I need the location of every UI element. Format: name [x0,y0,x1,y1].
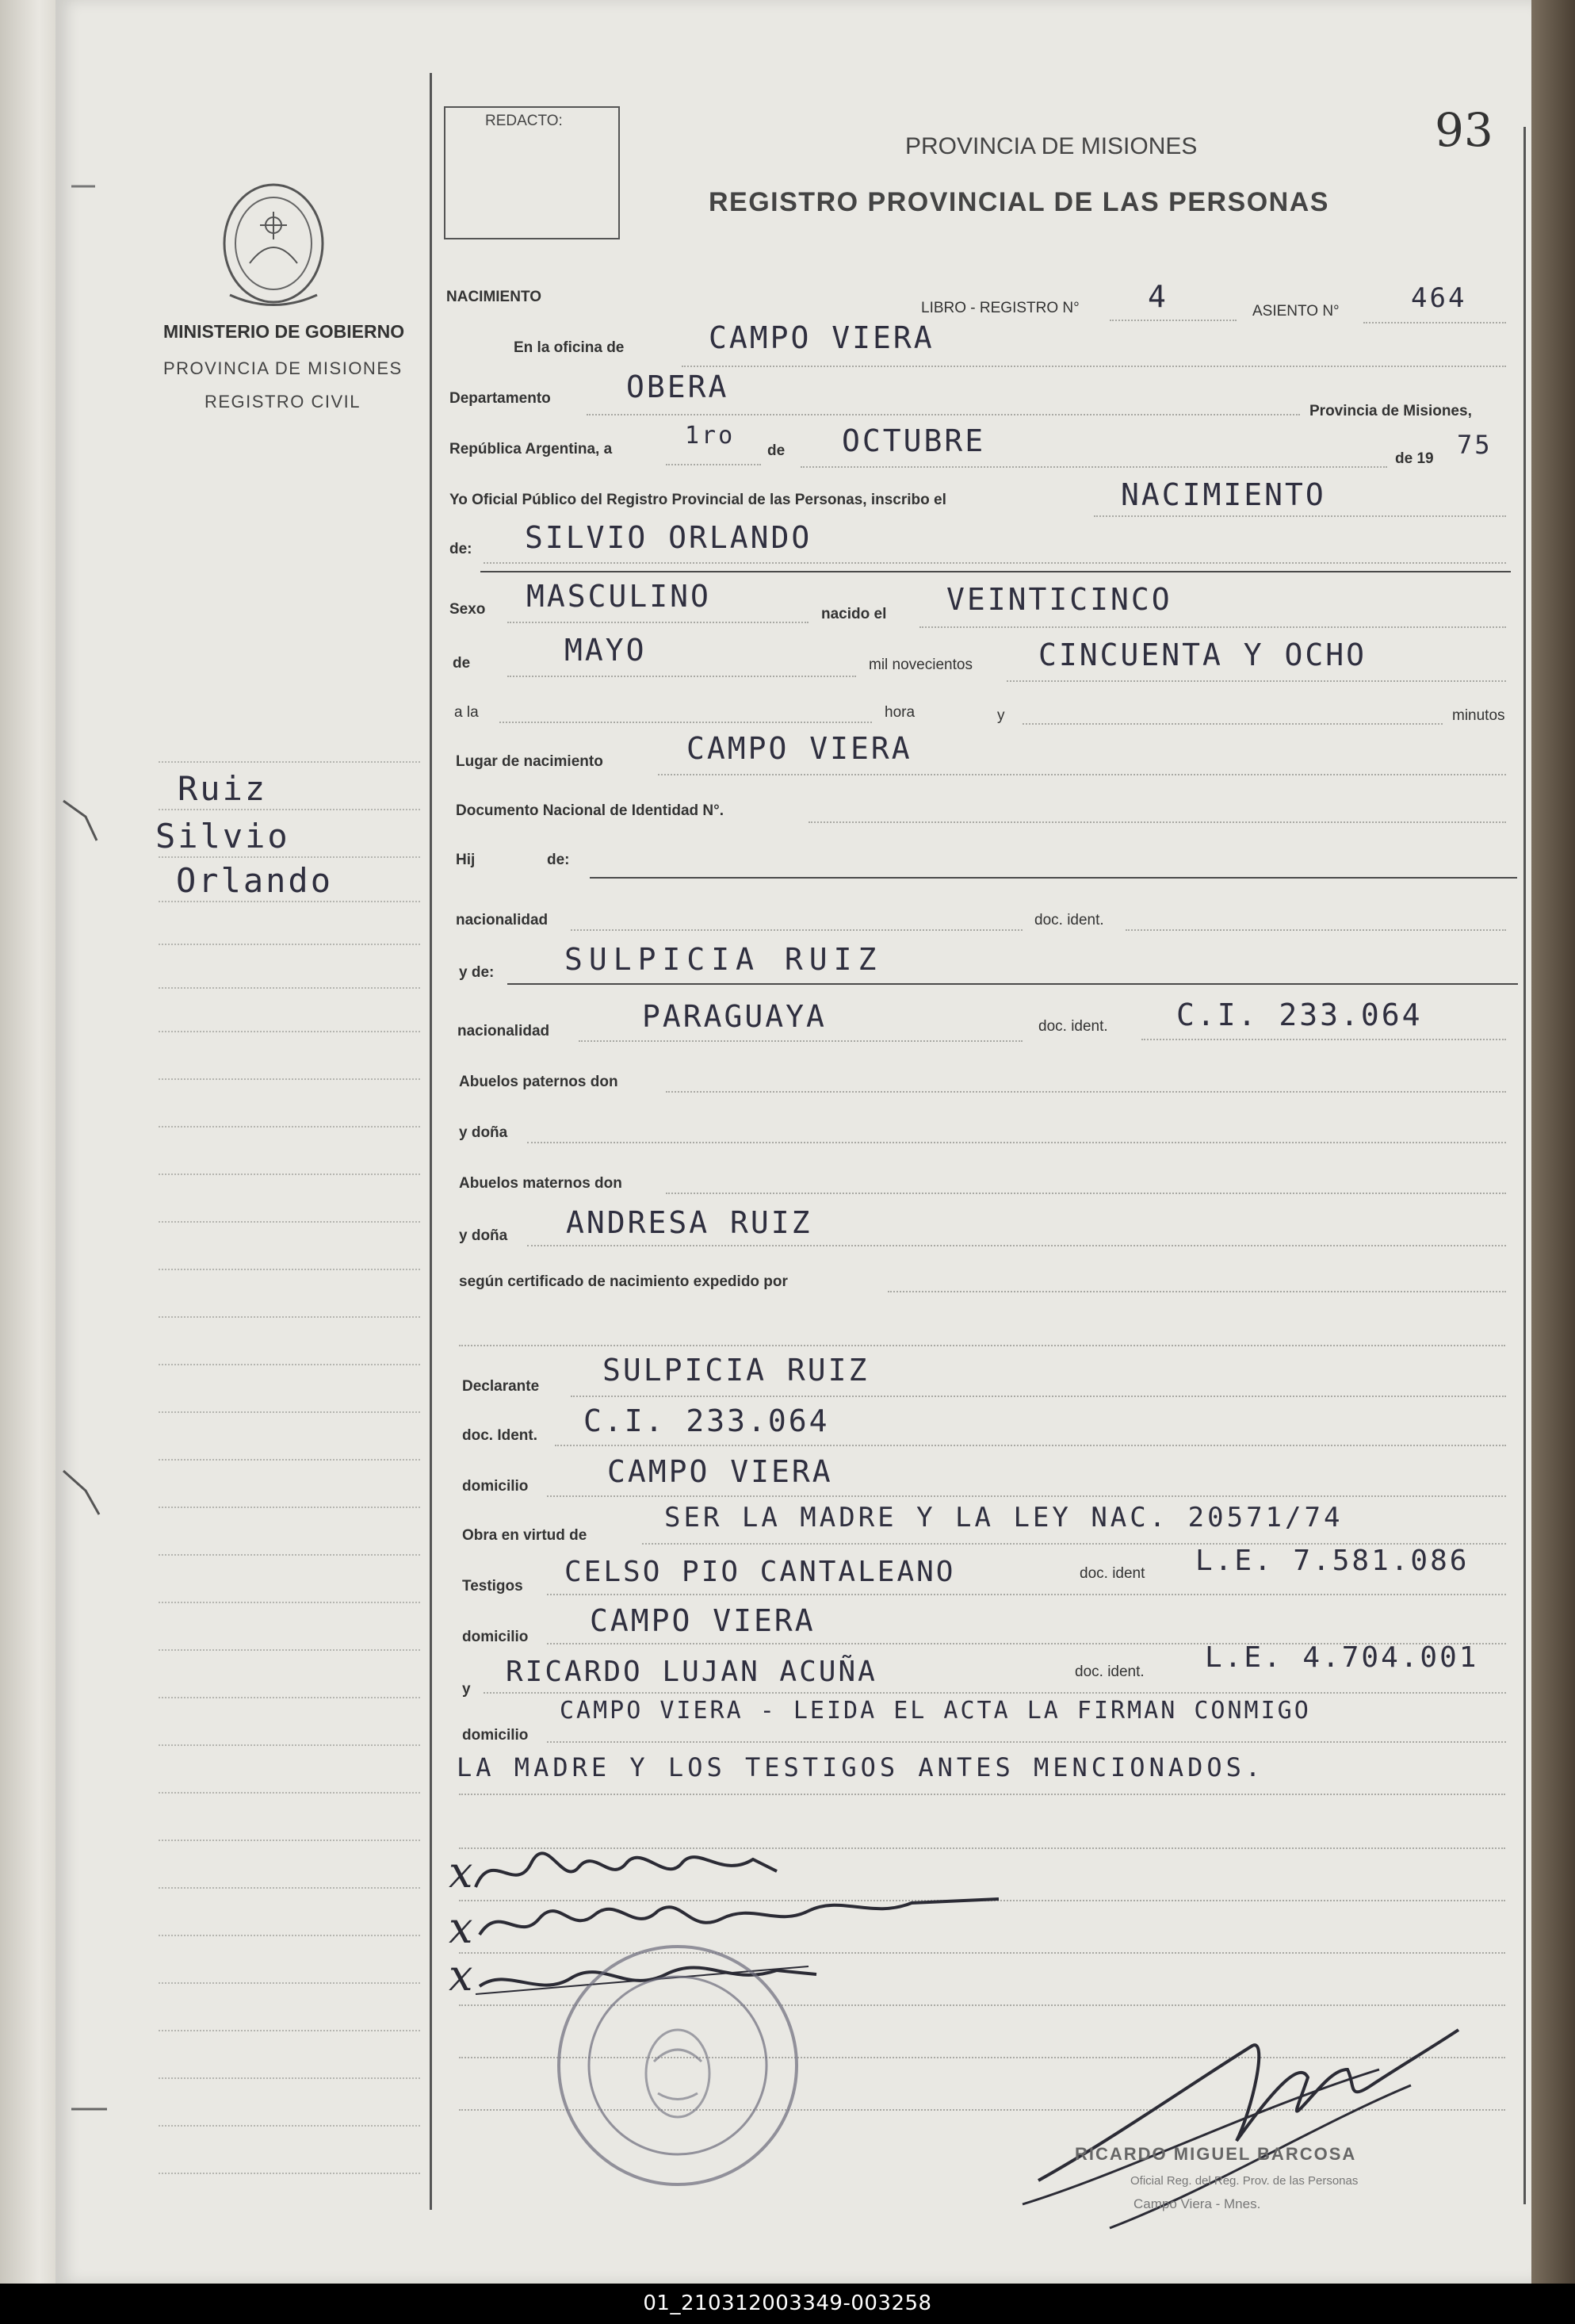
obra-value: SER LA MADRE Y LA LEY NAC. 20571/74 [664,1502,1344,1533]
mes-value: OCTUBRE [842,423,986,458]
blank-dots [459,1345,1505,1346]
sexo-label: Sexo [449,601,486,618]
ydona1-label: y doña [459,1124,508,1141]
frame-right-line [1523,127,1526,2204]
frame-left-line [430,73,432,2210]
de-label: de [767,442,786,459]
testigo2-doc-value: L.E. 4.704.001 [1205,1641,1479,1674]
sexo-dots [507,622,809,623]
dia-value: 1ro [685,422,736,450]
registry-stamp [547,1935,809,2196]
ministry-line1: MINISTERIO DE GOBIERNO [163,321,405,342]
margin-line [159,2173,420,2174]
domicilio1-dots [547,1495,1506,1497]
certificado-label: según certificado de nacimiento expedido por [459,1273,788,1290]
declarante-value: SULPICIA RUIZ [602,1353,870,1388]
doc2-value: C.I. 233.064 [1176,997,1423,1032]
cierre-dots [459,1794,1505,1795]
page-number: 93 [1435,103,1493,157]
sexo-value: MASCULINO [526,579,711,614]
file-id-footer: 01_210312003349-003258 [0,2284,1575,2324]
rule-3 [507,983,1518,985]
margin-note-surname: Ruiz [178,769,268,808]
abuelos-m-label: Abuelos maternos don [459,1175,622,1192]
margin-line [159,1364,420,1365]
lugar-dots [658,774,1506,775]
margin-line [159,1031,420,1032]
registry-title: REGISTRO PROVINCIAL DE LAS PERSONAS [709,187,1329,217]
ala-label: a la [454,704,479,721]
cierre-value: LA MADRE Y LOS TESTIGOS ANTES MENCIONADOS. [457,1752,1265,1782]
testigos-label: Testigos [462,1578,523,1595]
margin-line [159,1078,420,1080]
svg-text:x: x [449,1951,473,2000]
nacimiento-label: NACIMIENTO [446,289,541,305]
domicilio3-label: domicilio [462,1727,529,1744]
margin-line [159,856,420,858]
margin-line [159,1840,420,1841]
misiones-seal-icon [214,176,333,311]
certificado-dots [888,1291,1506,1292]
official-title: Oficial Reg. del Reg. Prov. de las Personas [1130,2174,1359,2188]
testigo1-doc-label: doc. ident [1080,1565,1145,1582]
oficial-dots [1094,515,1506,517]
domicilio3-dots [547,1741,1506,1743]
republica-label: República Argentina, a [449,441,613,458]
margin-line [159,1887,420,1889]
margin-line [159,2077,420,2079]
yde-label: y de: [459,964,495,981]
margin-line [159,1792,420,1794]
docident-label: doc. Ident. [462,1427,537,1444]
nacido-dots [919,626,1506,628]
libro-dots [1110,320,1237,321]
asiento-dots [1363,322,1506,324]
nacionalidad2-label: nacionalidad [457,1023,550,1039]
domicilio2-label: domicilio [462,1629,529,1645]
lugar-label: Lugar de nacimiento [456,753,603,770]
testigo1-dots [547,1594,1506,1595]
docident-dots [555,1445,1506,1446]
margin-line [159,987,420,989]
nombre-value: SILVIO ORLANDO [525,520,812,555]
y-label: y [997,707,1005,724]
doc1-label: doc. ident. [1034,912,1104,928]
margin-line [159,1221,420,1223]
book-cover-edge [1531,0,1575,2284]
minutos-dots [1023,723,1443,725]
y2-label: y [462,1681,471,1698]
anio-value: 75 [1457,430,1493,460]
testigo1-value: CELSO PIO CANTALEANO [564,1556,956,1588]
margin-line [159,2030,420,2031]
margin-note-middle: Orlando [176,861,334,900]
madre-value: SULPICIA RUIZ [564,942,883,977]
domicilio1-value: CAMPO VIERA [607,1454,833,1489]
margin-line [159,1269,420,1270]
ala-dots [499,722,872,723]
ministry-line3: REGISTRO CIVIL [205,392,361,412]
anio-nac-dots [1007,680,1506,682]
oficial-value: NACIMIENTO [1121,477,1326,512]
margin-line [159,1459,420,1461]
margin-line [159,761,420,763]
redacto-box [444,106,620,239]
domicilio1-label: domicilio [462,1478,529,1495]
libro-label: LIBRO - REGISTRO N° [921,300,1080,316]
nacido-value: VEINTICINCO [946,582,1172,617]
testigo1-doc-value: L.E. 7.581.086 [1195,1545,1470,1577]
lugar-value: CAMPO VIERA [686,731,912,766]
nombre-dots [484,562,1506,564]
svg-text:x: x [449,1847,473,1897]
anio-nac-value: CINCUENTA Y OCHO [1038,637,1367,672]
doc2-label: doc. ident. [1038,1018,1108,1035]
margin-line [159,1173,420,1175]
margin-line [159,901,420,902]
oficina-dots [682,366,1506,367]
oficina-label: En la oficina de [514,339,625,356]
nacionalidad1-label: nacionalidad [456,912,549,928]
oficial-label: Yo Oficial Público del Registro Provincial de las Personas, inscribo el [449,492,946,508]
doc1-dots [1126,929,1506,931]
ydona2-value: ANDRESA RUIZ [566,1205,812,1240]
departamento-value: OBERA [626,369,729,404]
abuelos-m-dots [666,1193,1506,1194]
margin-line [159,1554,420,1556]
margin-line [159,1602,420,1603]
binding-marks [48,0,111,2284]
testigo2-value: RICARDO LUJAN ACUÑA [506,1656,877,1688]
dia-dots [666,464,761,465]
declarante-label: Declarante [462,1378,540,1395]
hora-label: hora [885,704,916,721]
rule-2 [590,877,1517,879]
testigo2-dots [484,1692,1506,1694]
nacionalidad2-value: PARAGUAYA [642,999,827,1034]
margin-note-name: Silvio [155,817,290,856]
mil-label: mil novecientos [869,657,973,673]
provincia-label: Provincia de Misiones, [1309,403,1472,419]
de2-label: de: [449,541,472,557]
official-place: Campo Viera - Mnes. [1133,2196,1261,2211]
margin-line [159,1935,420,1936]
margin-line [159,1649,420,1651]
margin-line [159,1126,420,1128]
margin-line [159,1507,420,1508]
redacto-label: REDACTO: [485,113,563,129]
margin-line [159,2125,420,2127]
dni-label: Documento Nacional de Identidad N°. [456,802,724,819]
margin-line [159,1982,420,1984]
hij-label: Hij [456,852,476,868]
asiento-value: 464 [1411,282,1467,314]
minutos-label: minutos [1452,707,1505,724]
nacido-label: nacido el [821,606,887,622]
province-heading: PROVINCIA DE MISIONES [905,133,1198,159]
margin-line [159,809,420,810]
ydona2-label: y doña [459,1227,508,1244]
nacionalidad1-dots [571,929,1023,931]
mes-nac-value: MAYO [564,633,647,668]
margin-line [159,1744,420,1746]
ministry-line2: PROVINCIA DE MISIONES [163,358,403,378]
abuelos-p-label: Abuelos paternos don [459,1074,618,1090]
domicilio3-value: CAMPO VIERA - LEIDA EL ACTA LA FIRMAN CONMIGO [560,1697,1311,1725]
docident-value: C.I. 233.064 [583,1403,830,1438]
obra-label: Obra en virtud de [462,1527,587,1544]
nacionalidad2-dots [579,1040,1023,1042]
asiento-label: ASIENTO N° [1252,303,1340,320]
oficina-value: CAMPO VIERA [709,320,935,355]
margin-line [159,1411,420,1413]
ydona2-dots [527,1245,1506,1246]
testigo2-doc-label: doc. ident. [1075,1664,1145,1680]
de3-label: de [453,655,471,672]
domicilio2-value: CAMPO VIERA [590,1603,816,1638]
anio-label: de 19 [1395,450,1434,467]
departamento-dots [587,414,1300,415]
rule-1 [480,571,1511,572]
dni-dots [809,821,1506,823]
departamento-label: Departamento [449,390,551,407]
official-name: RICARDO MIGUEL BARCOSA [1075,2144,1357,2164]
margin-line [159,1316,420,1318]
svg-text:x: x [449,1903,473,1953]
mes-dots [801,466,1387,468]
hij-de-label: de: [547,852,570,868]
mes-nac-dots [507,676,856,677]
margin-line [159,944,420,945]
ydona1-dots [527,1142,1506,1143]
declarante-dots [571,1396,1506,1397]
margin-line [159,1697,420,1698]
abuelos-p-dots [666,1091,1506,1093]
libro-value: 4 [1148,279,1168,314]
doc2-dots [1141,1039,1506,1040]
